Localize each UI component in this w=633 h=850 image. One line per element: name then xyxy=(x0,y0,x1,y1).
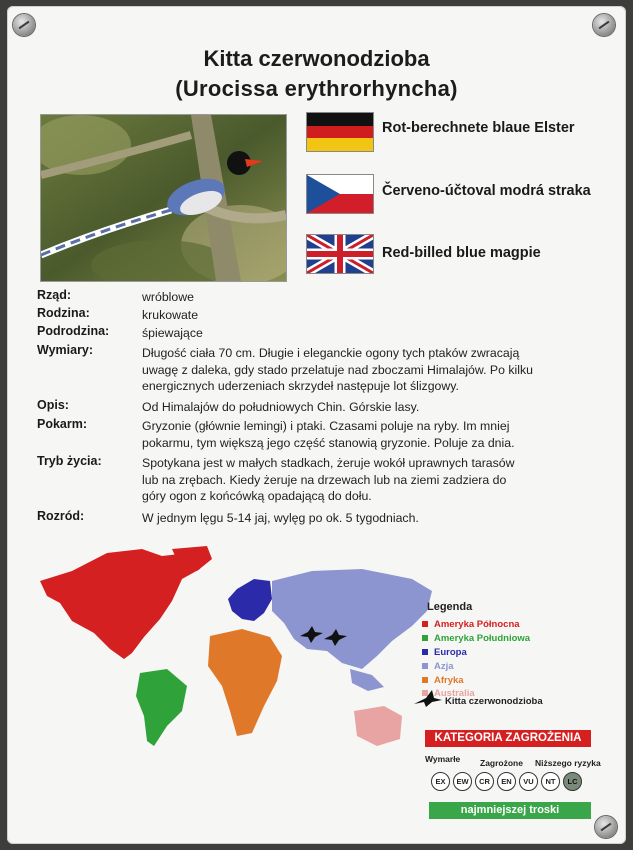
conservation-status: najmniejszej troski xyxy=(429,802,591,819)
fact-value-order: wróblowe xyxy=(142,290,194,304)
fact-label-family: Rodzina: xyxy=(37,306,90,320)
legend-item-north-america: Ameryka Północna xyxy=(422,619,520,630)
german-flag-icon xyxy=(307,113,373,151)
translation-german: Rot-berechnete blaue Elster xyxy=(382,120,575,136)
map-australia xyxy=(354,706,402,746)
status-en: EN xyxy=(497,772,516,791)
group-extinct-label: Wymarłe xyxy=(425,754,461,764)
fact-value-food: Gryzonie (głównie lemingi) i ptaki. Czasami poluje na ryby. Im mniej pokarmu, tym większą jego część stanowią gryzonie. Poluje za dnia. xyxy=(142,419,515,450)
bird-photo xyxy=(40,114,287,282)
legend-item-australia: Australia xyxy=(422,688,475,699)
status-lc: LC xyxy=(563,772,582,791)
status-nt: NT xyxy=(541,772,560,791)
map-europe xyxy=(228,579,272,621)
status-vu: VU xyxy=(519,772,538,791)
conservation-banner: KATEGORIA ZAGROŻENIA xyxy=(425,730,591,747)
legend-item-south-america: Ameryka Południowa xyxy=(422,633,530,644)
species-latin-name: (Urocissa erythrorhyncha) xyxy=(175,76,458,101)
species-common-name: Kitta czerwonodzioba xyxy=(203,46,430,71)
fact-value-dimensions: Długość ciała 70 cm. Długie i eleganckie ogony tych ptaków zwracają uwagę z daleka, gdy stado przelatuje nad zboczami Himalajów. Po kilku energicznych uderzeniach skrzydeł następuje lot ślizgowy. xyxy=(142,346,533,393)
fact-label-dimensions: Wymiary: xyxy=(37,343,94,357)
world-map xyxy=(32,541,432,751)
translation-czech: Červeno-účtoval modrá straka xyxy=(382,183,591,199)
status-cr: CR xyxy=(475,772,494,791)
legend-item-africa: Afryka xyxy=(422,675,464,686)
status-ew: EW xyxy=(453,772,472,791)
fact-label-breeding: Rozród: xyxy=(37,509,85,523)
uk-flag-icon xyxy=(307,235,373,273)
fact-value-lifestyle: Spotykana jest w małych stadkach, żeruje wokół uprawnych tarasów lub na zrębach. Kiedy żeruje na drzewach lub na ziemi zadziera do góry ogon z końcówką opadającą do dołu. xyxy=(142,456,515,503)
map-africa xyxy=(208,629,282,736)
legend-title: Legenda xyxy=(427,601,473,613)
legend-item-asia: Azja xyxy=(422,661,454,672)
fact-label-description: Opis: xyxy=(37,398,69,412)
status-ex: EX xyxy=(431,772,450,791)
fact-value-family: krukowate xyxy=(142,308,199,322)
info-sign xyxy=(7,6,626,844)
legend-species: Kitta czerwonodzioba xyxy=(445,696,543,707)
fact-label-food: Pokarm: xyxy=(37,417,88,431)
group-threatened-label: Zagrożone xyxy=(480,758,523,768)
fact-label-order: Rząd: xyxy=(37,288,72,302)
legend-item-europe: Europa xyxy=(422,647,467,658)
bird-icon xyxy=(412,688,444,708)
screw-icon xyxy=(593,14,615,36)
czech-flag-icon xyxy=(307,175,373,213)
map-south-america xyxy=(136,669,187,746)
group-lower-label: Niższego ryzyka xyxy=(535,758,601,768)
map-asia xyxy=(272,569,432,669)
fact-label-lifestyle: Tryb życia: xyxy=(37,454,102,468)
fact-value-subfamily: śpiewające xyxy=(142,326,203,340)
screw-icon xyxy=(13,14,35,36)
fact-label-subfamily: Podrodzina: xyxy=(37,324,110,338)
map-southeast-asia xyxy=(350,669,384,691)
fact-value-breeding: W jednym lęgu 5-14 jaj, wylęg po ok. 5 tygodniach. xyxy=(142,511,419,525)
fact-value-description: Od Himalajów do południowych Chin. Górskie lasy. xyxy=(142,400,420,414)
screw-icon xyxy=(595,816,617,838)
translation-english: Red-billed blue magpie xyxy=(382,245,541,261)
